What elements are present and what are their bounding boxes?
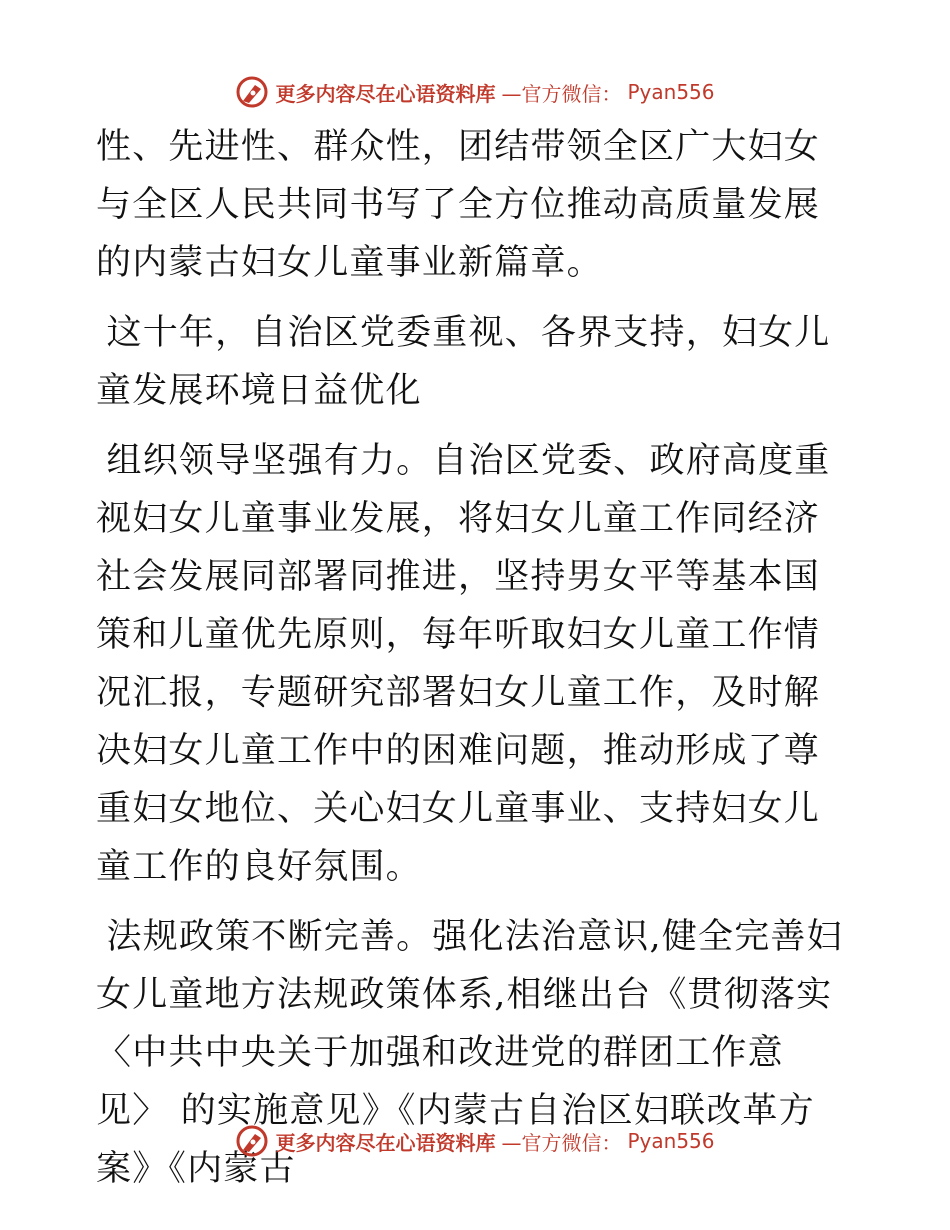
watermark-official-label: —官方微信：	[501, 1130, 622, 1155]
watermark-brand: 更多内容尽在心语资料库	[275, 1130, 496, 1155]
watermark-official-label: —官方微信：	[501, 81, 622, 106]
header-watermark	[0, 72, 950, 112]
pen-nib-logo-icon	[235, 1124, 269, 1158]
watermark-wechat-id: Pyan556	[627, 1129, 715, 1153]
section-heading: 这十年，自治区党委重视、各界支持，妇女儿童发展环境日益优化	[96, 313, 831, 411]
pen-nib-logo-icon	[235, 75, 269, 109]
watermark-wechat-id: Pyan556	[627, 80, 715, 104]
footer-watermark	[0, 1121, 950, 1161]
document-body	[96, 118, 856, 1210]
paragraph-3: 法规政策不断完善。强化法治意识,健全完善妇女儿童地方法规政策体系,相继出台《贯彻落实 〈中共中央关于加强和改进党的群团工作意见〉 的实施意见》《内蒙古自治区妇联改革方案》《内蒙古	[96, 917, 843, 1189]
paragraph-2: 组织领导坚强有力。自治区党委、政府高度重视妇女儿童事业发展，将妇女儿童工作同经济社会发展同部署同推进，坚持男女平等基本国策和儿童优先原则，每年听取妇女儿童工作情况汇报，专题研究部署妇女儿童工作，及时解决妇女儿童工作中的困难问题，推动形成了尊重妇女地位、关心妇女儿童事业、支持妇女儿童工作的良好氛围。	[96, 441, 831, 887]
watermark-brand: 更多内容尽在心语资料库	[275, 81, 496, 106]
paragraph-1: 性、先进性、群众性，团结带领全区广大妇女与全区人民共同书写了全方位推动高质量发展的内蒙古妇女儿童事业新篇章。	[96, 127, 821, 283]
